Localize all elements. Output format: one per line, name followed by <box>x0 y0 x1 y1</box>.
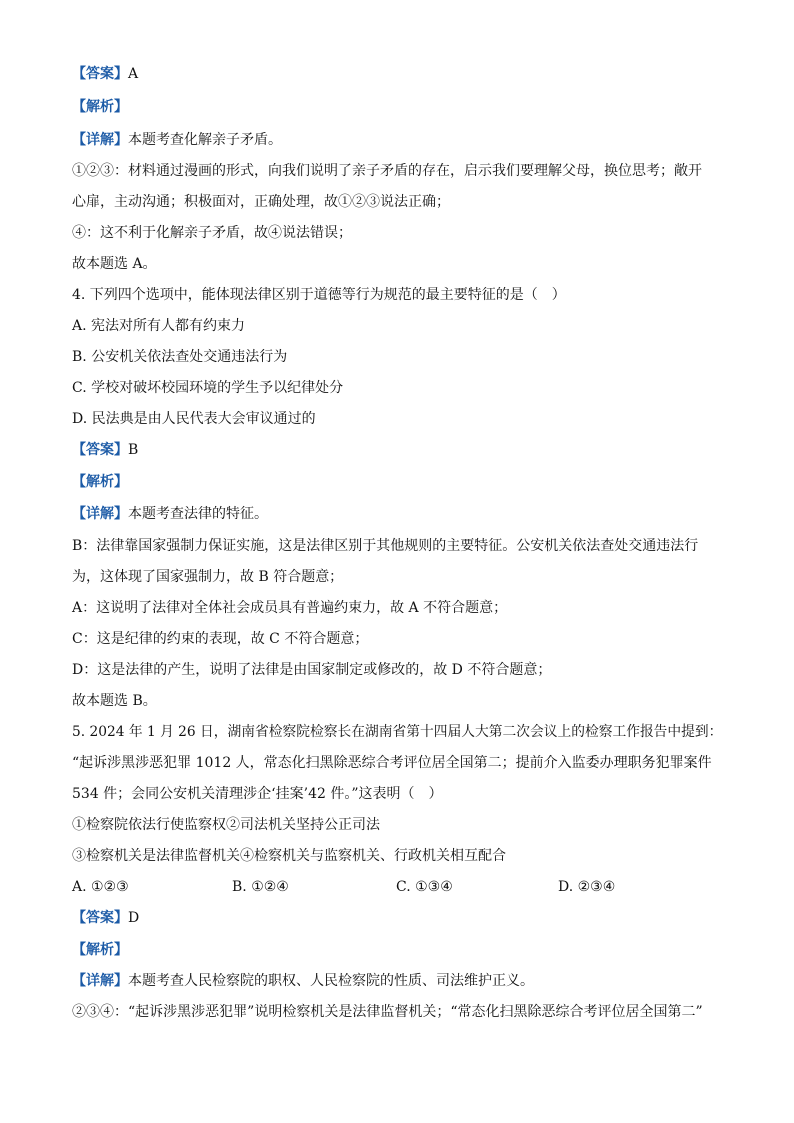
q5-statements-line-1: ①检察院依法行使监察权②司法机关坚持公正司法 <box>72 817 380 833</box>
analysis-label: 【解析】 <box>72 474 128 490</box>
q4-stem: 4. 下列四个选项中，能体现法律区别于道德等行为规范的最主要特征的是（ ） <box>72 287 566 303</box>
q5-option-b: B. ①②④ <box>232 879 289 895</box>
q4-answer-line <box>72 440 138 460</box>
detail-label: 【详解】 <box>72 973 128 989</box>
answer-value: B <box>128 442 139 458</box>
q4-explanation-line-2: 为，这体现了国家强制力，故 B 符合题意； <box>72 569 344 585</box>
detail-text: 本题考查法律的特征。 <box>128 506 268 522</box>
q5-analysis-line <box>72 940 128 960</box>
analysis-label: 【解析】 <box>72 99 128 115</box>
q5-option-c: C. ①③④ <box>396 879 453 895</box>
detail-label: 【详解】 <box>72 132 128 148</box>
answer-value: D <box>128 910 140 926</box>
q4-explanation-line-5: D：这是法律的产生，说明了法律是由国家制定或修改的，故 D 不符合题意； <box>72 662 552 678</box>
detail-label: 【详解】 <box>72 506 128 522</box>
q4-conclusion-line: 故本题选 B。 <box>72 693 157 709</box>
q4-option-c: C. 学校对破坏校园环境的学生予以纪律处分 <box>72 380 344 396</box>
q3-explanation-line-1: ①②③：材料通过漫画的形式，向我们说明了亲子矛盾的存在，启示我们要理解父母，换位思考；敞开 <box>72 163 702 179</box>
q5-option-d: D. ②③④ <box>558 879 616 895</box>
answer-label: 【答案】 <box>72 442 128 458</box>
q3-detail-line <box>72 130 282 150</box>
q4-option-b: B. 公安机关依法查处交通违法行为 <box>72 349 288 365</box>
q4-explanation-line-3: A：这说明了法律对全体社会成员具有普遍约束力，故 A 不符合题意； <box>72 600 508 616</box>
q5-option-a: A. ①②③ <box>72 879 129 895</box>
answer-label: 【答案】 <box>72 66 128 82</box>
answer-value: A <box>128 66 139 82</box>
q5-stem-line-1: 5. 2024 年 1 月 26 日，湖南省检察院检察长在湖南省第十四届人大第二次会议上的检察工作报告中提到： <box>72 724 723 740</box>
q5-answer-line <box>72 908 139 928</box>
q3-explanation-line-3: ④：这不利于化解亲子矛盾，故④说法错误； <box>72 225 352 241</box>
q5-detail-line <box>72 971 534 991</box>
q3-analysis-line <box>72 97 128 117</box>
q4-detail-line <box>72 504 268 524</box>
detail-text: 本题考查化解亲子矛盾。 <box>128 132 282 148</box>
q3-conclusion-line: 故本题选 A。 <box>72 256 157 272</box>
answer-label: 【答案】 <box>72 910 128 926</box>
q4-option-d: D. 民法典是由人民代表大会审议通过的 <box>72 411 316 427</box>
q4-option-a: A. 宪法对所有人都有约束力 <box>72 318 246 334</box>
analysis-label: 【解析】 <box>72 942 128 958</box>
q5-stem-line-3: 534 件；会同公安机关清理涉企‘挂案’42 件。”这表明（ ） <box>72 786 443 802</box>
q5-stem-line-2: “起诉涉黑涉恶犯罪 1012 人，常态化扫黑除恶综合考评位居全国第二；提前介入监委办理职务犯罪案件 <box>72 755 712 771</box>
q3-answer-line <box>72 64 138 84</box>
q4-analysis-line <box>72 472 128 492</box>
q5-statements-line-2: ③检察机关是法律监督机关④检察机关与监察机关、行政机关相互配合 <box>72 848 506 864</box>
q5-explanation-line-1: ②③④：“起诉涉黑涉恶犯罪”说明检察机关是法律监督机关；“常态化扫黑除恶综合考评位居全国第二” <box>72 1004 703 1020</box>
q3-explanation-line-2: 心扉，主动沟通；积极面对，正确处理，故①②③说法正确； <box>72 194 450 210</box>
q4-explanation-line-1: B：法律靠国家强制力保证实施，这是法律区别于其他规则的主要特征。公安机关依法查处交通违法行 <box>72 538 699 554</box>
detail-text: 本题考查人民检察院的职权、人民检察院的性质、司法维护正义。 <box>128 973 534 989</box>
q4-explanation-line-4: C：这是纪律的约束的表现，故 C 不符合题意； <box>72 631 369 647</box>
